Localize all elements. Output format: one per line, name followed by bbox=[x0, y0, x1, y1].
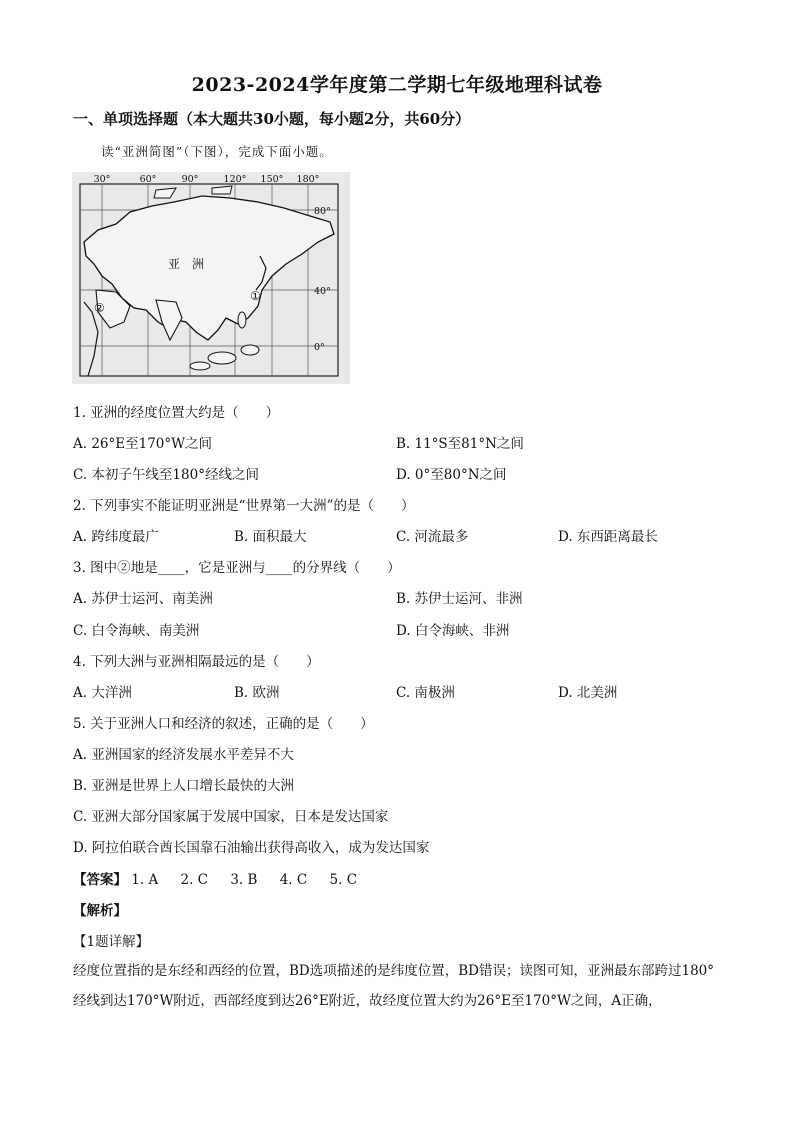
answer-label: 【答案】 bbox=[73, 872, 127, 888]
exam-title: 2023-2024学年度第二学期七年级地理科试卷 bbox=[191, 74, 603, 96]
q5-option-a[interactable]: A. 亚洲国家的经济发展水平差异不大 bbox=[73, 747, 294, 763]
lat-label-0: 0° bbox=[314, 342, 325, 353]
question-2-stem: 2. 下列事实不能证明亚洲是“世界第一大洲”的是（ ） bbox=[73, 498, 415, 514]
detail-text: 经度位置指的是东经和西经的位置，BD选项描述的是纬度位置，BD错误；读图可知，亚洲最东部跨过180°经线到达170°W附近，西部经度到达26°E附近，故经度位置大约为26°E至170°W之间，A正确， bbox=[73, 963, 715, 1009]
q2-option-c[interactable]: C. 河流最多 bbox=[396, 529, 469, 545]
lon-label-150: 150° bbox=[260, 174, 284, 185]
question-3-stem: 3. 图中②地是____，它是亚洲与____的分界线（ ） bbox=[73, 560, 401, 576]
q5-option-b[interactable]: B. 亚洲是世界上人口增长最快的大洲 bbox=[73, 778, 295, 794]
answer-item: 3. B bbox=[230, 872, 258, 888]
detail-label: 【1题详解】 bbox=[73, 934, 150, 950]
answer-item: 4. C bbox=[279, 872, 308, 888]
asia-map bbox=[72, 172, 350, 384]
q1-option-d[interactable]: D. 0°至80°N之间 bbox=[396, 467, 507, 483]
analysis-label: 【解析】 bbox=[73, 903, 127, 919]
q4-option-d[interactable]: D. 北美洲 bbox=[558, 685, 618, 701]
q3-option-d[interactable]: D. 白令海峡、非洲 bbox=[396, 623, 510, 639]
q4-option-a[interactable]: A. 大洋洲 bbox=[73, 685, 132, 701]
marker-1: ① bbox=[250, 289, 261, 303]
q4-option-c[interactable]: C. 南极洲 bbox=[396, 685, 455, 701]
answer-row bbox=[73, 868, 375, 888]
q5-option-d[interactable]: D. 阿拉伯联合酋长国靠石油输出获得高收入，成为发达国家 bbox=[73, 840, 430, 856]
arctic-islands bbox=[154, 186, 232, 198]
lon-label-180: 180° bbox=[296, 174, 320, 185]
q2-option-b[interactable]: B. 面积最大 bbox=[234, 529, 307, 545]
q2-option-a[interactable]: A. 跨纬度最广 bbox=[73, 529, 159, 545]
marker-2: ② bbox=[94, 301, 105, 315]
question-5-stem: 5. 关于亚洲人口和经济的叙述，正确的是（ ） bbox=[73, 716, 374, 732]
lat-label-80: 80° bbox=[314, 206, 331, 217]
question-1-stem: 1. 亚洲的经度位置大约是（ ） bbox=[73, 405, 280, 421]
lon-label-120: 120° bbox=[223, 174, 247, 185]
q4-option-b[interactable]: B. 欧洲 bbox=[234, 685, 280, 701]
answer-item: 5. C bbox=[329, 872, 358, 888]
asia-map-svg bbox=[72, 172, 350, 384]
q2-option-d[interactable]: D. 东西距离最长 bbox=[558, 529, 658, 545]
answer-item: 1. A bbox=[131, 872, 159, 888]
q1-option-b[interactable]: B. 11°S至81°N之间 bbox=[396, 436, 524, 452]
answer-item: 2. C bbox=[180, 872, 209, 888]
q3-option-b[interactable]: B. 苏伊士运河、非洲 bbox=[396, 591, 523, 607]
question-4-stem: 4. 下列大洲与亚洲相隔最远的是（ ） bbox=[73, 654, 320, 670]
q5-option-c[interactable]: C. 亚洲大部分国家属于发展中国家，日本是发达国家 bbox=[73, 809, 389, 825]
lat-label-40: 40° bbox=[314, 286, 331, 297]
continent-label: 亚 洲 bbox=[168, 257, 205, 271]
q3-option-c[interactable]: C. 白令海峡、南美洲 bbox=[73, 623, 200, 639]
section-heading: 一、单项选择题（本大题共30小题，每小题2分，共60分） bbox=[73, 110, 471, 128]
lon-label-60: 60° bbox=[139, 174, 157, 185]
map-intro: 读“亚洲简图”（下图），完成下面小题。 bbox=[101, 144, 333, 159]
q3-option-a[interactable]: A. 苏伊士运河、南美洲 bbox=[73, 591, 213, 607]
q1-option-c[interactable]: C. 本初子午线至180°经线之间 bbox=[73, 467, 259, 483]
lon-label-30: 30° bbox=[93, 174, 111, 185]
q1-option-a[interactable]: A. 26°E至170°W之间 bbox=[73, 436, 213, 452]
lon-label-90: 90° bbox=[181, 174, 199, 185]
